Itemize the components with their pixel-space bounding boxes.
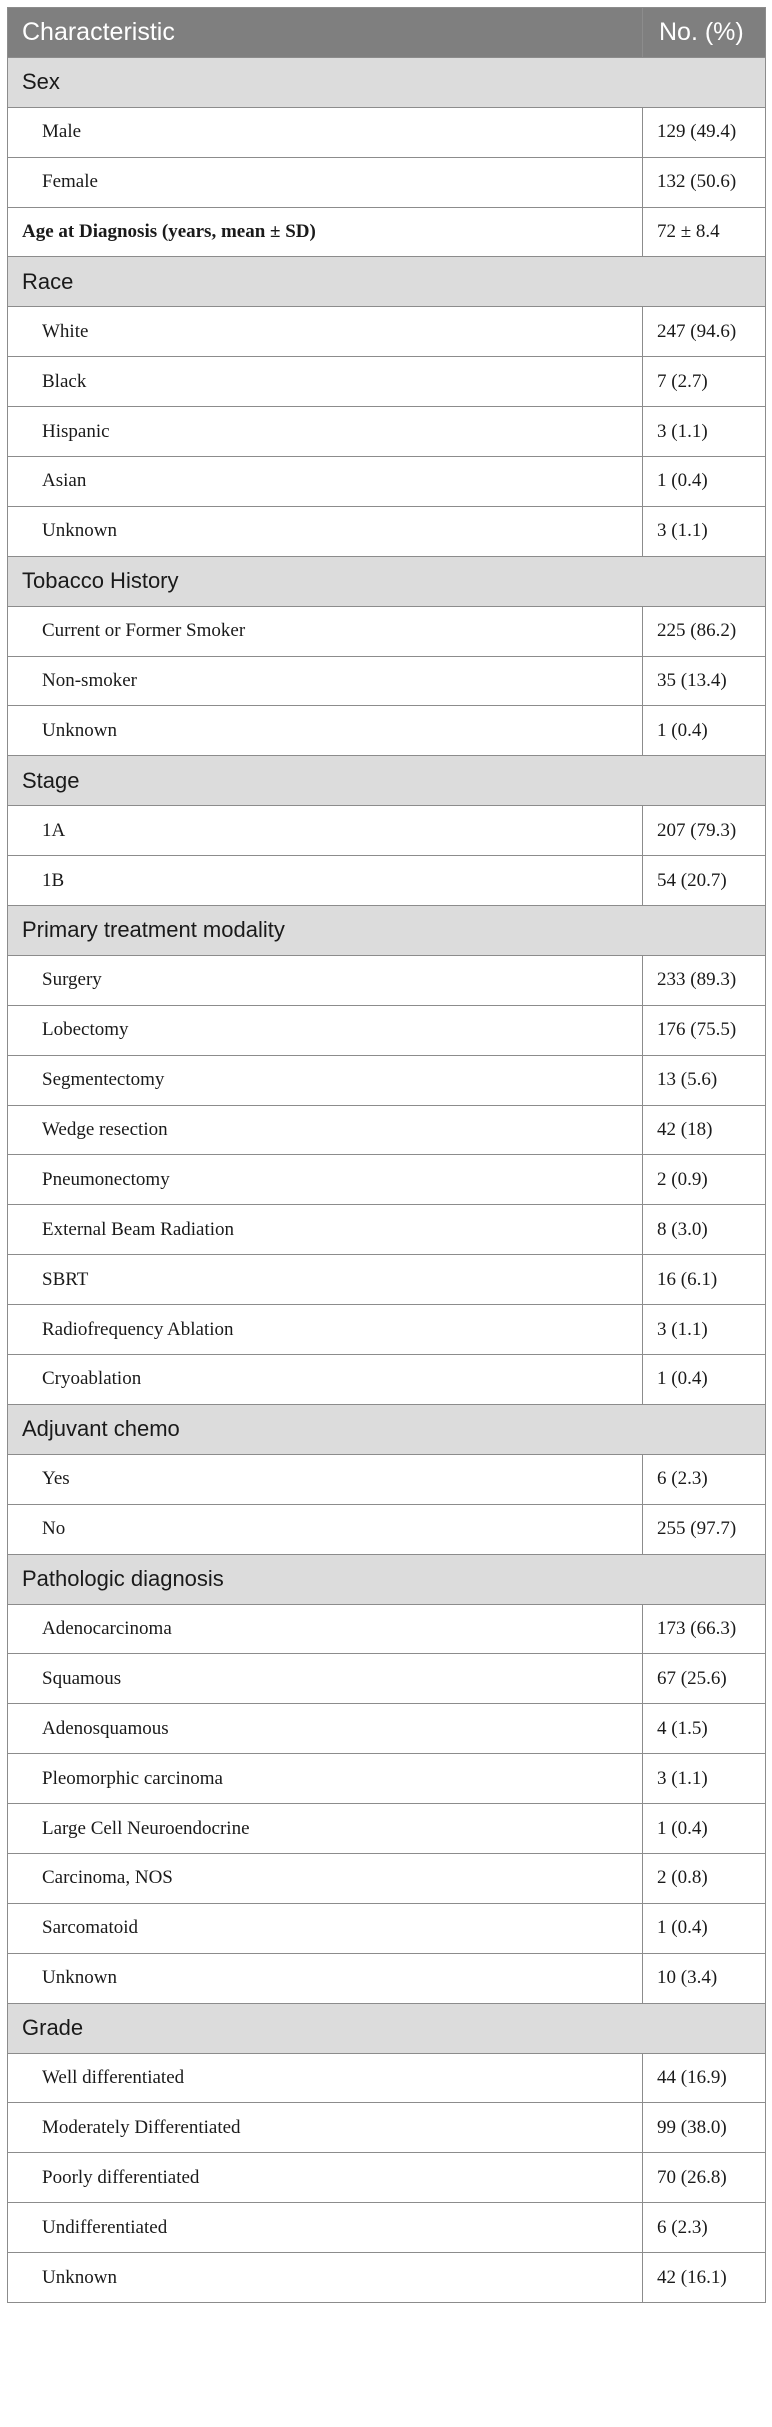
table-row	[8, 955, 766, 1005]
row-label: Lobectomy	[8, 1005, 643, 1055]
row-label: Undifferentiated	[8, 2203, 643, 2253]
row-value: 6 (2.3)	[643, 1454, 766, 1504]
row-value: 72 ± 8.4	[643, 207, 766, 257]
row-label: Male	[8, 107, 643, 157]
section-header-row	[8, 1554, 766, 1604]
row-label: Segmentectomy	[8, 1055, 643, 1105]
row-value: 42 (16.1)	[643, 2253, 766, 2303]
section-header-row	[8, 2003, 766, 2053]
row-value: 3 (1.1)	[643, 1305, 766, 1355]
row-value: 70 (26.8)	[643, 2153, 766, 2203]
table-row	[8, 1704, 766, 1754]
row-value: 176 (75.5)	[643, 1005, 766, 1055]
table-row	[8, 1155, 766, 1205]
section-header-row	[8, 57, 766, 107]
table-row	[8, 1355, 766, 1405]
row-value: 35 (13.4)	[643, 656, 766, 706]
table-row	[8, 457, 766, 507]
row-value: 132 (50.6)	[643, 157, 766, 207]
row-label: Adenocarcinoma	[8, 1604, 643, 1654]
row-value: 16 (6.1)	[643, 1255, 766, 1305]
row-value: 4 (1.5)	[643, 1704, 766, 1754]
section-label: Grade	[8, 2003, 766, 2053]
row-value: 1 (0.4)	[643, 706, 766, 756]
table-row	[8, 1055, 766, 1105]
row-value: 67 (25.6)	[643, 1654, 766, 1704]
table-row	[8, 1953, 766, 2003]
row-label: Black	[8, 357, 643, 407]
table-row	[8, 1305, 766, 1355]
row-label: 1A	[8, 806, 643, 856]
table-row	[8, 2103, 766, 2153]
section-header-row	[8, 756, 766, 806]
row-label: Moderately Differentiated	[8, 2103, 643, 2153]
row-value: 6 (2.3)	[643, 2203, 766, 2253]
table-row	[8, 1205, 766, 1255]
row-label: Well differentiated	[8, 2053, 643, 2103]
row-value: 233 (89.3)	[643, 955, 766, 1005]
table-header-row	[8, 8, 766, 58]
table-row	[8, 1105, 766, 1155]
table-row	[8, 1255, 766, 1305]
row-value: 255 (97.7)	[643, 1504, 766, 1554]
row-label: Sarcomatoid	[8, 1903, 643, 1953]
row-label: External Beam Radiation	[8, 1205, 643, 1255]
table-row	[8, 1454, 766, 1504]
row-label: Pneumonectomy	[8, 1155, 643, 1205]
row-value: 1 (0.4)	[643, 457, 766, 507]
table-row	[8, 1504, 766, 1554]
row-value: 3 (1.1)	[643, 506, 766, 556]
table-row	[8, 2153, 766, 2203]
table-row	[8, 606, 766, 656]
row-value: 1 (0.4)	[643, 1355, 766, 1405]
table-row	[8, 706, 766, 756]
section-header-row	[8, 1404, 766, 1454]
table-row	[8, 656, 766, 706]
row-label: Adenosquamous	[8, 1704, 643, 1754]
table-row	[8, 2253, 766, 2303]
characteristics-table	[7, 7, 766, 2303]
row-value: 225 (86.2)	[643, 606, 766, 656]
section-label: Tobacco History	[8, 556, 766, 606]
row-label: Hispanic	[8, 407, 643, 457]
row-value: 3 (1.1)	[643, 1754, 766, 1804]
table-row	[8, 207, 766, 257]
row-label: No	[8, 1504, 643, 1554]
header-characteristic: Characteristic	[8, 8, 643, 58]
row-value: 54 (20.7)	[643, 856, 766, 906]
row-value: 1 (0.4)	[643, 1903, 766, 1953]
row-value: 129 (49.4)	[643, 107, 766, 157]
section-header-row	[8, 556, 766, 606]
row-label: Female	[8, 157, 643, 207]
row-value: 3 (1.1)	[643, 407, 766, 457]
row-label: White	[8, 307, 643, 357]
section-label: Primary treatment modality	[8, 906, 766, 956]
section-label: Sex	[8, 57, 766, 107]
row-label: Yes	[8, 1454, 643, 1504]
row-label: Unknown	[8, 1953, 643, 2003]
row-value: 10 (3.4)	[643, 1953, 766, 2003]
table-row	[8, 1005, 766, 1055]
section-label: Race	[8, 257, 766, 307]
row-value: 2 (0.9)	[643, 1155, 766, 1205]
row-value: 8 (3.0)	[643, 1205, 766, 1255]
section-label: Adjuvant chemo	[8, 1404, 766, 1454]
row-label: Current or Former Smoker	[8, 606, 643, 656]
row-value: 2 (0.8)	[643, 1853, 766, 1903]
row-label: SBRT	[8, 1255, 643, 1305]
table-row	[8, 1604, 766, 1654]
row-label: Carcinoma, NOS	[8, 1853, 643, 1903]
section-header-row	[8, 257, 766, 307]
row-label: Poorly differentiated	[8, 2153, 643, 2203]
table-row	[8, 1903, 766, 1953]
row-label: Surgery	[8, 955, 643, 1005]
table-row	[8, 107, 766, 157]
row-value: 99 (38.0)	[643, 2103, 766, 2153]
row-value: 44 (16.9)	[643, 2053, 766, 2103]
table-row	[8, 357, 766, 407]
table-row	[8, 407, 766, 457]
row-label: Unknown	[8, 706, 643, 756]
row-value: 13 (5.6)	[643, 1055, 766, 1105]
row-label: Wedge resection	[8, 1105, 643, 1155]
row-label: Age at Diagnosis (years, mean ± SD)	[8, 207, 643, 257]
row-label: Pleomorphic carcinoma	[8, 1754, 643, 1804]
table-row	[8, 806, 766, 856]
row-label: Unknown	[8, 2253, 643, 2303]
section-label: Stage	[8, 756, 766, 806]
table-row	[8, 1754, 766, 1804]
row-value: 247 (94.6)	[643, 307, 766, 357]
row-label: Asian	[8, 457, 643, 507]
table-row	[8, 157, 766, 207]
table-row	[8, 506, 766, 556]
table-row	[8, 1804, 766, 1854]
row-value: 7 (2.7)	[643, 357, 766, 407]
row-value: 42 (18)	[643, 1105, 766, 1155]
row-label: Unknown	[8, 506, 643, 556]
row-label: Large Cell Neuroendocrine	[8, 1804, 643, 1854]
table-row	[8, 856, 766, 906]
row-value: 207 (79.3)	[643, 806, 766, 856]
table-row	[8, 2053, 766, 2103]
table-row	[8, 2203, 766, 2253]
table-body	[8, 57, 766, 2302]
table-row	[8, 1654, 766, 1704]
row-label: Radiofrequency Ablation	[8, 1305, 643, 1355]
row-value: 1 (0.4)	[643, 1804, 766, 1854]
row-label: Non-smoker	[8, 656, 643, 706]
row-value: 173 (66.3)	[643, 1604, 766, 1654]
section-header-row	[8, 906, 766, 956]
row-label: Squamous	[8, 1654, 643, 1704]
section-label: Pathologic diagnosis	[8, 1554, 766, 1604]
row-label: 1B	[8, 856, 643, 906]
table-row	[8, 1853, 766, 1903]
header-value: No. (%)	[643, 8, 766, 58]
table-row	[8, 307, 766, 357]
row-label: Cryoablation	[8, 1355, 643, 1405]
